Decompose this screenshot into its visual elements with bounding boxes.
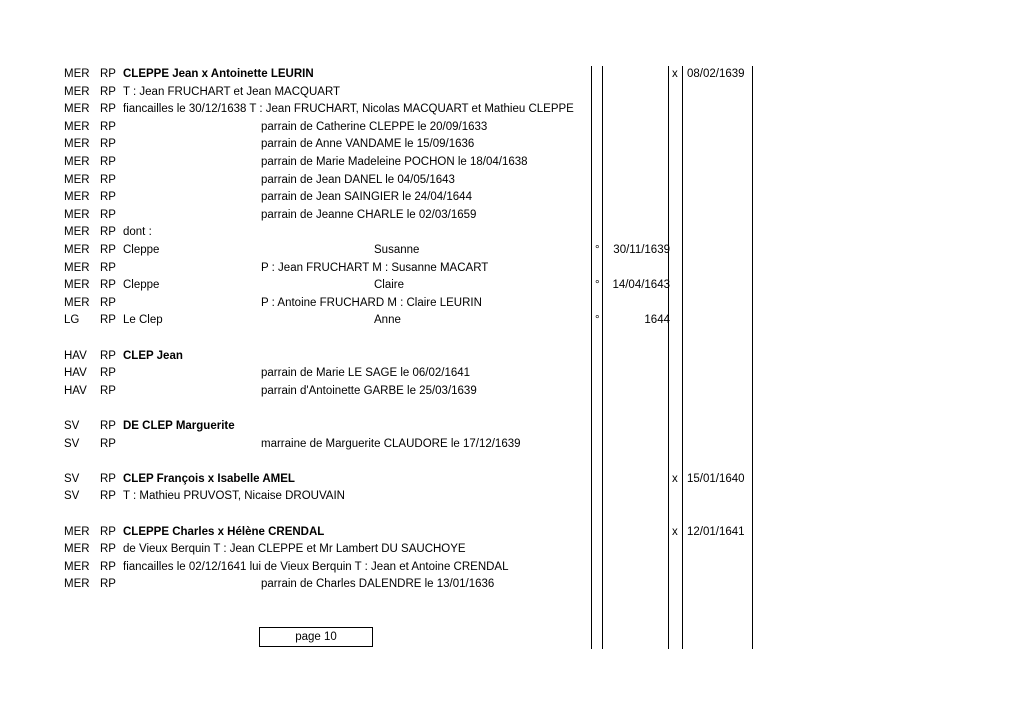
page-number-box bbox=[259, 627, 373, 647]
record-main: CLEP François x Isabelle AMEL bbox=[123, 472, 295, 485]
record-bdate: 14/04/1643 bbox=[612, 279, 670, 292]
record-row bbox=[0, 224, 1024, 241]
record-place: MER bbox=[64, 208, 90, 221]
record-rp: RP bbox=[100, 578, 116, 591]
record-row bbox=[0, 559, 1024, 576]
record-rp: RP bbox=[100, 349, 116, 362]
record-bmark: ° bbox=[595, 314, 600, 327]
record-bmark: ° bbox=[595, 244, 600, 256]
record-indent: parrain de Jean DANEL le 04/05/1643 bbox=[261, 173, 455, 186]
record-bdate: 30/11/1639 bbox=[613, 244, 670, 256]
record-rp: RP bbox=[100, 560, 116, 573]
record-indent: parrain de Marie Madeleine POCHON le 18/04/1638 bbox=[261, 156, 528, 168]
record-row bbox=[0, 348, 1024, 365]
record-rp: RP bbox=[100, 472, 116, 485]
record-indent: parrain de Charles DALENDRE le 13/01/1636 bbox=[261, 578, 495, 591]
record-place: MER bbox=[64, 543, 90, 556]
record-row bbox=[0, 383, 1024, 400]
record-mdate: 08/02/1639 bbox=[687, 68, 745, 80]
blank-row bbox=[0, 453, 1024, 470]
record-row bbox=[0, 189, 1024, 206]
record-row bbox=[0, 172, 1024, 189]
record-rp: RP bbox=[100, 296, 116, 309]
record-rp: RP bbox=[100, 314, 116, 327]
record-place: SV bbox=[64, 472, 80, 485]
record-name: Susanne bbox=[374, 244, 420, 256]
record-indent: parrain d'Antoinette GARBE le 25/03/1639 bbox=[261, 384, 477, 397]
record-mdate: 12/01/1641 bbox=[687, 525, 745, 538]
record-rp: RP bbox=[100, 367, 116, 380]
record-place: MER bbox=[64, 578, 90, 591]
record-place: HAV bbox=[64, 349, 87, 362]
record-row bbox=[0, 365, 1024, 382]
record-indent: parrain de Catherine CLEPPE le 20/09/1633 bbox=[261, 120, 488, 133]
record-indent: marraine de Marguerite CLAUDORE le 17/12/1639 bbox=[261, 437, 521, 450]
record-row bbox=[0, 154, 1024, 171]
record-row bbox=[0, 260, 1024, 277]
record-main: CLEP Jean bbox=[123, 349, 183, 362]
record-rp: RP bbox=[100, 120, 116, 133]
record-main: fiancailles le 02/12/1641 lui de Vieux Berquin T : Jean et Antoine CRENDAL bbox=[123, 560, 509, 573]
record-row bbox=[0, 541, 1024, 558]
record-main: de Vieux Berquin T : Jean CLEPPE et Mr Lambert DU SAUCHOYE bbox=[123, 543, 466, 556]
record-rp: RP bbox=[100, 226, 116, 239]
record-rp: RP bbox=[100, 261, 116, 274]
record-row bbox=[0, 207, 1024, 224]
record-place: MER bbox=[64, 525, 90, 538]
record-rp: RP bbox=[100, 85, 116, 98]
record-indent: parrain de Anne VANDAME le 15/09/1636 bbox=[261, 138, 475, 151]
record-row bbox=[0, 119, 1024, 136]
record-place: MER bbox=[64, 173, 90, 186]
record-rp: RP bbox=[100, 525, 116, 538]
record-bdate: 1644 bbox=[644, 314, 670, 327]
record-row bbox=[0, 576, 1024, 593]
blank-row bbox=[0, 330, 1024, 347]
record-row bbox=[0, 295, 1024, 312]
record-main: Cleppe bbox=[123, 279, 160, 292]
record-main: CLEPPE Charles x Hélène CRENDAL bbox=[123, 525, 325, 538]
record-place: LG bbox=[64, 314, 80, 327]
record-row bbox=[0, 436, 1024, 453]
record-place: MER bbox=[64, 244, 90, 256]
blank-row bbox=[0, 506, 1024, 523]
record-row bbox=[0, 242, 1024, 259]
record-place: MER bbox=[64, 191, 90, 204]
record-name: Anne bbox=[374, 314, 401, 327]
record-mmark: x bbox=[672, 525, 678, 538]
record-row bbox=[0, 312, 1024, 329]
record-row bbox=[0, 84, 1024, 101]
record-indent: P : Jean FRUCHART M : Susanne MACART bbox=[261, 261, 489, 274]
record-place: MER bbox=[64, 226, 90, 239]
record-main: DE CLEP Marguerite bbox=[123, 420, 235, 432]
record-place: MER bbox=[64, 103, 90, 116]
record-place: MER bbox=[64, 279, 90, 292]
record-indent: parrain de Marie LE SAGE le 06/02/1641 bbox=[261, 367, 471, 380]
record-name: Claire bbox=[374, 279, 405, 292]
record-main: T : Mathieu PRUVOST, Nicaise DROUVAIN bbox=[123, 490, 345, 503]
record-place: MER bbox=[64, 261, 90, 274]
record-place: MER bbox=[64, 296, 90, 309]
record-bmark: ° bbox=[595, 279, 600, 292]
record-rp: RP bbox=[100, 103, 116, 116]
page-number: page 10 bbox=[295, 631, 337, 643]
record-mdate: 15/01/1640 bbox=[687, 472, 745, 485]
record-rp: RP bbox=[100, 420, 116, 432]
record-place: MER bbox=[64, 560, 90, 573]
record-row bbox=[0, 418, 1024, 435]
blank-row bbox=[0, 400, 1024, 417]
record-rp: RP bbox=[100, 173, 116, 186]
record-place: MER bbox=[64, 85, 90, 98]
record-row bbox=[0, 101, 1024, 118]
record-rp: RP bbox=[100, 279, 116, 292]
record-row bbox=[0, 488, 1024, 505]
record-place: SV bbox=[64, 420, 80, 432]
record-place: SV bbox=[64, 490, 80, 503]
record-indent: parrain de Jeanne CHARLE le 02/03/1659 bbox=[261, 208, 477, 221]
record-place: SV bbox=[64, 437, 80, 450]
record-main: fiancailles le 30/12/1638 T : Jean FRUCHART, Nicolas MACQUART et Mathieu CLEPPE bbox=[123, 103, 574, 116]
record-main: dont : bbox=[123, 226, 152, 239]
record-row bbox=[0, 471, 1024, 488]
record-indent: P : Antoine FRUCHARD M : Claire LEURIN bbox=[261, 296, 482, 309]
record-rp: RP bbox=[100, 384, 116, 397]
record-rp: RP bbox=[100, 543, 116, 556]
record-rp: RP bbox=[100, 208, 116, 221]
record-place: MER bbox=[64, 68, 90, 80]
record-rp: RP bbox=[100, 437, 116, 450]
record-place: MER bbox=[64, 156, 90, 168]
record-rp: RP bbox=[100, 191, 116, 204]
record-rp: RP bbox=[100, 156, 116, 168]
record-rp: RP bbox=[100, 68, 116, 80]
record-place: MER bbox=[64, 138, 90, 151]
record-main: Cleppe bbox=[123, 244, 160, 256]
record-mmark: x bbox=[672, 68, 678, 80]
record-main: T : Jean FRUCHART et Jean MACQUART bbox=[123, 85, 341, 98]
record-mmark: x bbox=[672, 472, 678, 485]
record-place: HAV bbox=[64, 384, 87, 397]
record-row bbox=[0, 524, 1024, 541]
record-rp: RP bbox=[100, 138, 116, 151]
record-rp: RP bbox=[100, 490, 116, 503]
record-indent: parrain de Jean SAINGIER le 24/04/1644 bbox=[261, 191, 472, 204]
record-row bbox=[0, 66, 1024, 83]
record-place: HAV bbox=[64, 367, 87, 380]
record-main: Le Clep bbox=[123, 314, 163, 327]
record-row bbox=[0, 136, 1024, 153]
record-rp: RP bbox=[100, 244, 116, 256]
record-row bbox=[0, 277, 1024, 294]
record-main: CLEPPE Jean x Antoinette LEURIN bbox=[123, 68, 314, 80]
record-place: MER bbox=[64, 120, 90, 133]
